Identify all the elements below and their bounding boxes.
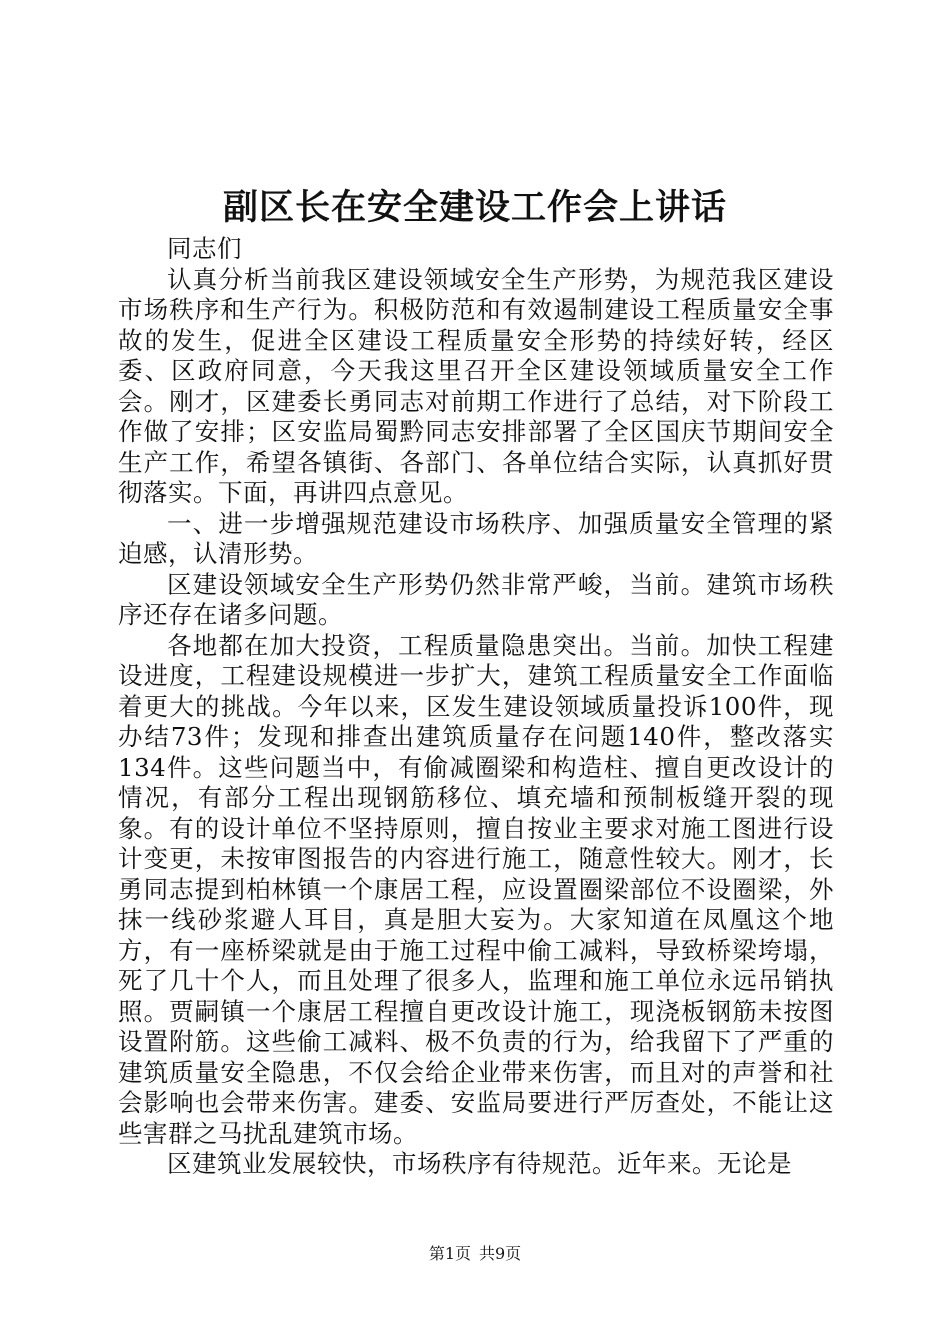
paragraph-market-order: 区建筑业发展较快，市场秩序有待规范。近年来。无论是: [167, 1149, 792, 1178]
paragraph-intro: 认真分析当前我区建设领域安全生产形势，为规范我区建设市场秩序和生产行为。积极防范和有效遏制建设工程质量安全事故的发生，促进全区建设工程质量安全形势的持续好转，经区委、区政府同意，今天我这里召开全区建设领域质量安全工作会。刚才，区建委长勇同志对前期工作进行了总结，对下阶段工作做了安排；区安监局蜀黔同志安排部署了全区国庆节期间安全生产工作，希望各镇街、各部门、各单位结合实际，认真抓好贯彻落实。下面，再讲四点意见。: [118, 264, 834, 507]
page-number: 第1页: [428, 1244, 471, 1263]
document-body: [118, 234, 834, 1180]
section-heading-one: 一、进一步增强规范建设市场秩序、加强质量安全管理的紧迫感，认清形势。: [118, 508, 834, 568]
page-footer: [0, 1244, 950, 1264]
paragraph-situation: 区建设领域安全生产形势仍然非常严峻，当前。建筑市场秩序还存在诸多问题。: [118, 569, 834, 629]
paragraph-quality-issues: 各地都在加大投资，工程质量隐患突出。当前。加快工程建设进度，工程建设规模进一步扩大，建筑工程质量安全工作面临着更大的挑战。今年以来，区发生建设领域质量投诉100件，现办结73件；发现和排查出建筑质量存在问题140件，整改落实134件。这些问题当中，有偷减圈梁和构造柱、擅自更改设计的情况，有部分工程出现钢筋移位、填充墙和预制板缝开裂的现象。有的设计单位不坚持原则，擅自按业主要求对施工图进行设计变更，未按审图报告的内容进行施工，随意性较大。刚才，长勇同志提到柏林镇一个康居工程，应设置圈梁部位不设圈梁，外抹一线砂浆避人耳目，真是胆大妄为。大家知道在凤凰这个地方，有一座桥梁就是由于施工过程中偷工减料，导致桥梁垮塌，死了几十个人，而且处理了很多人，监理和施工单位永远吊销执照。贾嗣镇一个康居工程擅自更改设计施工，现浇板钢筋未按图设置附筋。这些偷工减料、极不负责的行为，给我留下了严重的建筑质量安全隐患，不仅会给企业带来伤害，而且对的声誉和社会影响也会带来伤害。建委、安监局要进行严厉查处，不能让这些害群之马扰乱建筑市场。: [118, 630, 834, 1148]
document-title: 副区长在安全建设工作会上讲话: [222, 187, 727, 228]
salutation: 同志们: [167, 234, 242, 263]
page-total: 共9页: [479, 1244, 522, 1263]
